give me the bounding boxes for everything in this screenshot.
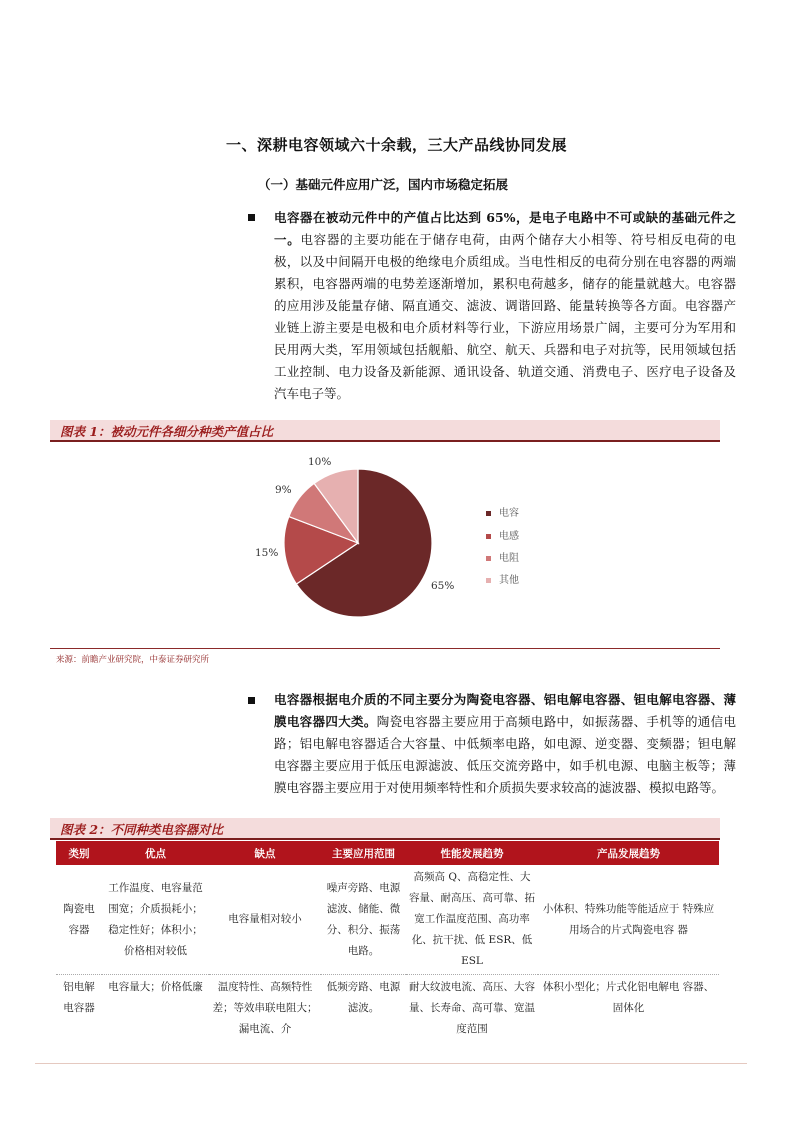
table-header: 主要应用范围 (321, 841, 406, 865)
table-cell: 体积小型化；片式化铝电解电 容器、固体化 (542, 981, 715, 1014)
bullet-icon (248, 697, 255, 704)
table-cell: 噪声旁路、电源滤波、储能、微分、积分、振荡电路。 (321, 865, 406, 975)
legend-item: 电感 (486, 527, 519, 542)
figure-2-title: 图表 2：不同种类电容器对比 (60, 822, 224, 837)
comparison-table (56, 841, 719, 1042)
table-cell: 电容量大；价格低廉 (108, 981, 203, 993)
figure-1-title: 图表 1：被动元件各细分种类产值占比 (60, 424, 274, 439)
legend-swatch (486, 556, 491, 561)
paragraph-1 (274, 207, 736, 405)
subsection-heading: （一）基础元件应用广泛，国内市场稳定拓展 (258, 177, 509, 192)
table-header: 性能发展趋势 (406, 841, 538, 865)
table-cell: 低频旁路、电源滤波。 (326, 981, 401, 1014)
table-cell: 电容量相对较小 (209, 865, 321, 975)
figure-1-rule (50, 648, 720, 649)
section-heading: 一、深耕电容领域六十余载，三大产品线协同发展 (225, 136, 567, 154)
figure-1-titlebar (50, 420, 720, 442)
table-header-row (56, 841, 719, 865)
legend-item: 电阻 (486, 549, 519, 564)
table-cell: 耐大纹波电流、高压、大容量、长寿命、高可靠、宽温度范围 (409, 981, 535, 1035)
paragraph-2-lead: 电容器根据电介质的不同主要分为陶瓷电容器、铝电解电容器、钽电解电容器、薄膜电容器四大类。 (274, 692, 736, 729)
paragraph-1-body: 电容器的主要功能在于储存电荷，由两个储存大小相等、符号相反电荷的电极，以及中间隔开电极的绝缘电介质组成。当电性相反的电荷分别在电容器的两端累积，电容器两端的电势差逐渐增加，累积电荷越多，储存的能量就越大。电容器的应用涉及能量存储、隔直通交、滤波、调谐回路、能量转换等各方面。电容器产业链上游主要是电极和电介质材料等行业，下游应用场景广阔，主要可分为军用和民用两大类，军用领域包括舰船、航空、航天、兵器和电子对抗等，民用领域包括工业控制、电力设备及新能源、通讯设备、轨道交通、消费电子、医疗电子设备及汽车电子等。 (274, 232, 736, 401)
pie-chart (250, 440, 480, 640)
legend-item: 电容 (486, 504, 519, 519)
figure-1-source: 来源：前瞻产业研究院，中泰证券研究所 (56, 655, 210, 665)
table-row (56, 865, 719, 975)
table-cell: 铝电解电容器 (63, 981, 95, 1014)
table-header: 优点 (102, 841, 209, 865)
legend-item: 其他 (486, 571, 519, 586)
paragraph-2-body: 陶瓷电容器主要应用于高频电路中，如振荡器、手机等的通信电路；铝电解电容器适合大容量、中低频率电路，如电源、逆变器、变频器；钽电解电容器主要应用于低压电源滤波、低压交流旁路中，如手机电源、电脑主板等；薄膜电容器主要应用于对使用频率特性和介质损失要求较高的滤波器、模拟电路等。 (274, 714, 736, 795)
table-cell: 高频高 Q、高稳定性、大容量、耐高压、高可靠、拓宽工作温度范围、高功率化、抗干扰、低 ESR、低 ESL (406, 865, 538, 975)
table-cell: 温度特性、高频特性差；等效串联电阻大；漏电流、介 (212, 981, 318, 1035)
figure-2-titlebar (50, 818, 720, 840)
pie-value-label: 65% (431, 580, 455, 592)
legend-swatch (486, 511, 491, 516)
table-cell: 工作温度、电容量范围宽；介质损耗小；稳定性好；体积小；价格相对较低 (102, 865, 209, 975)
table-header: 缺点 (209, 841, 321, 865)
pie-value-label: 15% (255, 547, 279, 559)
table-row (56, 975, 719, 1043)
pie-value-label: 9% (275, 484, 292, 496)
legend-swatch (486, 534, 491, 539)
footer-rule (35, 1063, 747, 1064)
bullet-icon (248, 214, 255, 221)
table-header: 类别 (56, 841, 102, 865)
table-cell: 陶瓷电容器 (56, 865, 102, 975)
paragraph-2 (274, 689, 736, 799)
paragraph-1-lead: 电容器在被动元件中的产值占比达到 65%，是电子电路中不可或缺的基础元件之一。 (274, 210, 736, 247)
table-header: 产品发展趋势 (538, 841, 719, 865)
legend-swatch (486, 578, 491, 583)
table-cell: 小体积、特殊功能等能适应于 特殊应用场合的片式陶瓷电容 器 (538, 865, 719, 975)
pie-value-label: 10% (308, 456, 332, 468)
